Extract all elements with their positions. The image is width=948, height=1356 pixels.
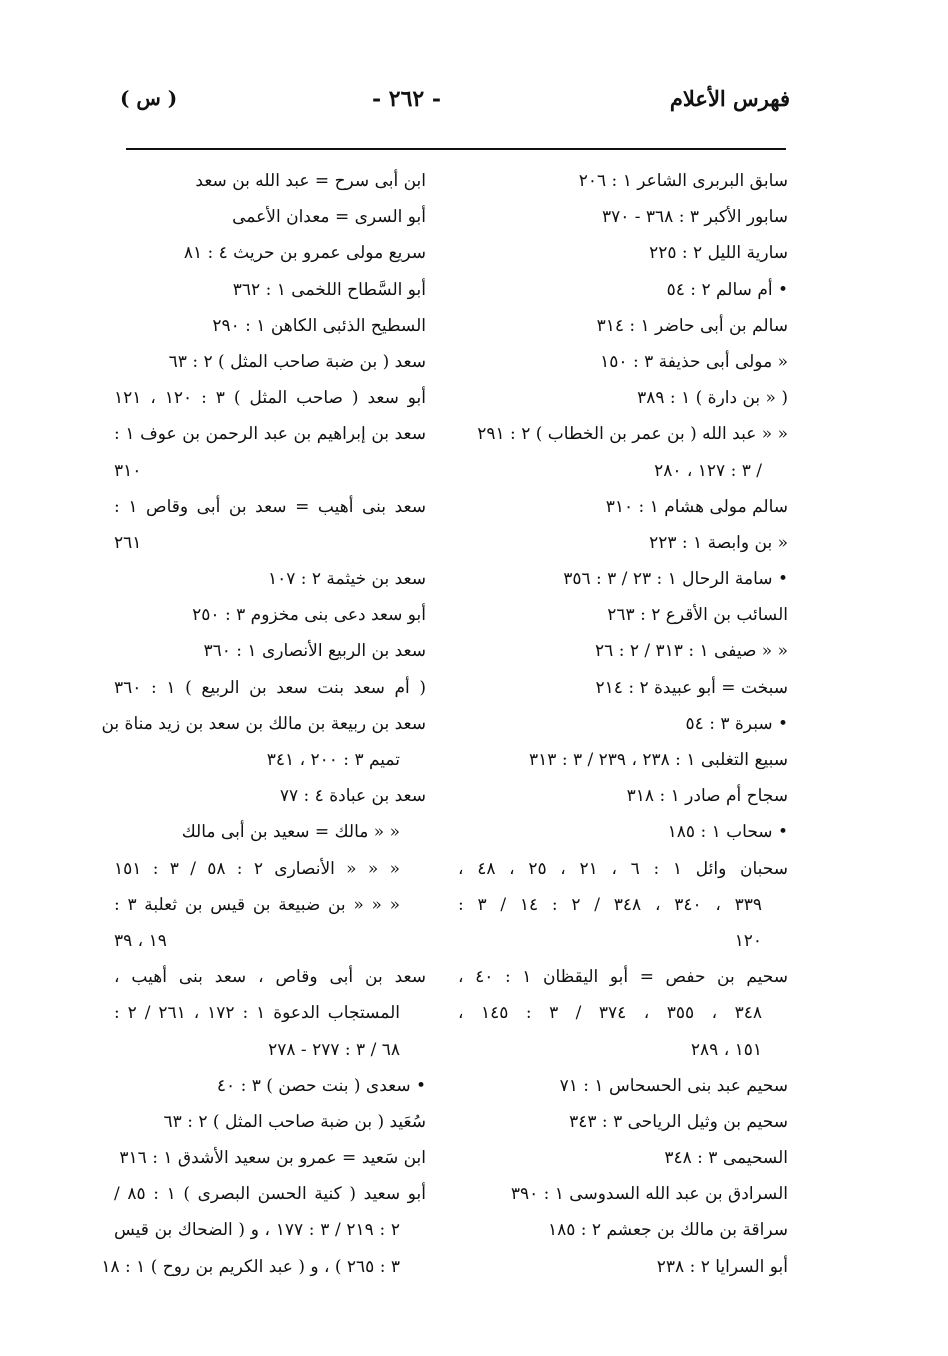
- index-entry: سبخت = أبو عبيدة ٢ : ٢١٤: [595, 677, 788, 698]
- index-entry: سحيم بن حفص = أبو اليقظان ١ : ٤٠ ،: [458, 967, 788, 988]
- index-entry: • سحاب ١ : ١٨٥: [667, 822, 788, 843]
- index-entry: أبو سعد ( صاحب المثل ) ٣ : ١٢٠ ، ١٢١: [114, 388, 426, 409]
- page-number: - ٢٦٢ -: [372, 86, 442, 112]
- index-entry: سعد بن عبادة ٤ : ٧٧: [279, 786, 426, 807]
- index-entry: أبو السَّطاح اللخمى ١ : ٣٦٢: [232, 279, 426, 300]
- index-entry: سراقة بن مالك بن جعشم ٢ : ١٨٥: [547, 1220, 788, 1241]
- index-entry: السرادق بن عبد الله السدوسى ١ : ٣٩٠: [510, 1184, 788, 1205]
- index-entry: سحبان وائل ١ : ٦ ، ٢١ ، ٢٥ ، ٤٨ ،: [458, 858, 789, 879]
- index-entry: « « عبد الله ( بن عمر بن الخطاب ) ٢ : ٢٩١: [477, 424, 788, 445]
- index-entry: « بن وابصة ١ : ٢٢٣: [649, 532, 788, 553]
- index-entry: سعد بن الربيع الأنصارى ١ : ٣٦٠: [203, 641, 426, 662]
- index-entry: سالم بن أبى حاضر ١ : ٣١٤: [596, 315, 788, 336]
- index-entry: سريع مولى عمرو بن حريث ٤ : ٨١: [183, 243, 426, 264]
- header-rule: [126, 148, 786, 150]
- index-entry-continuation: ٣٤٨ ، ٣٥٥ ، ٣٧٤ / ٣ : ١٤٥ ،: [458, 1003, 763, 1024]
- index-entry: أبو سعيد ( كنية الحسن البصرى ) ١ : ٨٥ /: [114, 1184, 426, 1205]
- index-entry: ( أم سعد بنت سعد بن الربيع ) ١ : ٣٦٠: [114, 677, 426, 698]
- index-entry: سالم مولى هشام ١ : ٣١٠: [605, 496, 788, 517]
- index-entry: « « « بن ضبيعة بن قيس بن ثعلبة ٣ :: [114, 894, 400, 915]
- index-entry-continuation: ٣٣٩ ، ٣٤٠ ، ٣٤٨ / ٢ : ١٤ / ٣ :: [458, 894, 762, 915]
- index-entry-continuation: المستجاب الدعوة ١ : ١٧٢ ، ٢٦١ / ٢ :: [114, 1003, 400, 1024]
- right-column: [458, 163, 788, 1285]
- index-entry: ابن سَعيد = عمرو بن سعيد الأشدق ١ : ٣١٦: [119, 1148, 426, 1169]
- index-entry: • سامة الرحال ١ : ٢٣ / ٣ : ٣٥٦: [563, 569, 788, 590]
- index-entry: « « « الأنصارى ٢ : ٥٨ / ٣ : ١٥١: [114, 858, 400, 879]
- index-title: فهرس الأعلام: [669, 86, 790, 111]
- index-entry: سعد بن إبراهيم بن عبد الرحمن بن عوف ١ :: [114, 424, 426, 445]
- index-entry: • أم سالم ٢ : ٥٤: [666, 279, 788, 300]
- index-entry: « « مالك = سعيد بن أبى مالك: [181, 822, 400, 843]
- index-entry: سحيم بن وثيل الرياحى ٣ : ٣٤٣: [569, 1111, 788, 1132]
- index-entry: سجاح أم صادر ١ : ٣١٨: [626, 786, 788, 807]
- index-entry: « « صيفى ١ : ٣١٣ / ٢ : ٢٦: [595, 641, 788, 662]
- index-entry: • سبرة ٣ : ٥٤: [685, 713, 788, 734]
- index-entry-continuation: ٦٨ / ٣ : ٢٧٧ - ٢٧٨: [268, 1039, 400, 1060]
- index-entry: سعد ( بن ضبة صاحب المثل ) ٢ : ٦٣: [168, 351, 426, 372]
- index-entry: سابق البربرى الشاعر ١ : ٢٠٦: [578, 171, 788, 191]
- index-entry: السحيمى ٣ : ٣٤٨: [664, 1148, 788, 1169]
- index-entry-continuation: ٢٦١: [114, 532, 142, 553]
- index-entry-continuation: ١٢٠: [734, 930, 762, 951]
- index-entry: أبو سعد دعى بنى مخزوم ٣ : ٢٥٠: [192, 605, 426, 626]
- index-entry-continuation: ١٩ ، ٣٩: [114, 930, 167, 951]
- index-entry: سعد بن أبى وقاص ، سعد بنى أهيب ،: [114, 967, 426, 988]
- index-entry: ابن أبى سرح = عبد الله بن سعد: [195, 171, 426, 191]
- index-entry-continuation: ٢ : ٢١٩ / ٣ : ١٧٧ ، و ( الضحاك بن قيس: [114, 1220, 400, 1241]
- index-entry: سارية الليل ٢ : ٢٢٥: [649, 243, 788, 264]
- index-entry: أبو السرى = معدان الأعمى: [232, 207, 426, 228]
- index-entry: سُعَيد ( بن ضبة صاحب المثل ) ٢ : ٦٣: [163, 1111, 426, 1132]
- section-letter: ( س ): [120, 86, 178, 110]
- index-entry: أبو السرايا ٢ : ٢٣٨: [656, 1256, 788, 1277]
- index-entry: سعد بن خيثمة ٢ : ١٠٧: [267, 569, 426, 590]
- index-entry-continuation: ١٥١ ، ٢٨٩: [690, 1039, 762, 1060]
- index-entry: • سعدى ( بنت حصن ) ٣ : ٤٠: [216, 1075, 426, 1096]
- index-entry: سبيع التغلبى ١ : ٢٣٨ ، ٢٣٩ / ٣ : ٣١٣: [529, 750, 788, 770]
- index-entry: السائب بن الأقرع ٢ : ٢٦٣: [607, 605, 788, 626]
- index-entry: ( « بن دارة ) ١ : ٣٨٩: [637, 388, 788, 409]
- index-entry: سحيم عبد بنى الحسحاس ١ : ٧١: [559, 1075, 788, 1096]
- index-entry-continuation: ٣١٠: [114, 460, 142, 481]
- left-column: [101, 163, 426, 1285]
- index-entry-continuation: / ٣ : ١٢٧ ، ٢٨٠: [654, 460, 762, 481]
- index-entry: سابور الأكبر ٣ : ٣٦٨ - ٣٧٠: [601, 207, 788, 228]
- index-entry: سعد بنى أهيب = سعد بن أبى وقاص ١ :: [114, 496, 426, 517]
- index-entry-continuation: ٣ : ٢٦٥ ) ، و ( عبد الكريم بن روح ) ١ : ١٨: [101, 1256, 400, 1277]
- index-entry-continuation: تميم ٣ : ٢٠٠ ، ٣٤١: [266, 750, 400, 770]
- index-entry: سعد بن ربيعة بن مالك بن سعد بن زيد مناة بن: [101, 713, 426, 734]
- index-entry: السطيح الذئبى الكاهن ١ : ٢٩٠: [212, 315, 426, 336]
- index-entry: « مولى أبى حذيفة ٣ : ١٥٠: [600, 351, 788, 372]
- page-header: [110, 86, 790, 122]
